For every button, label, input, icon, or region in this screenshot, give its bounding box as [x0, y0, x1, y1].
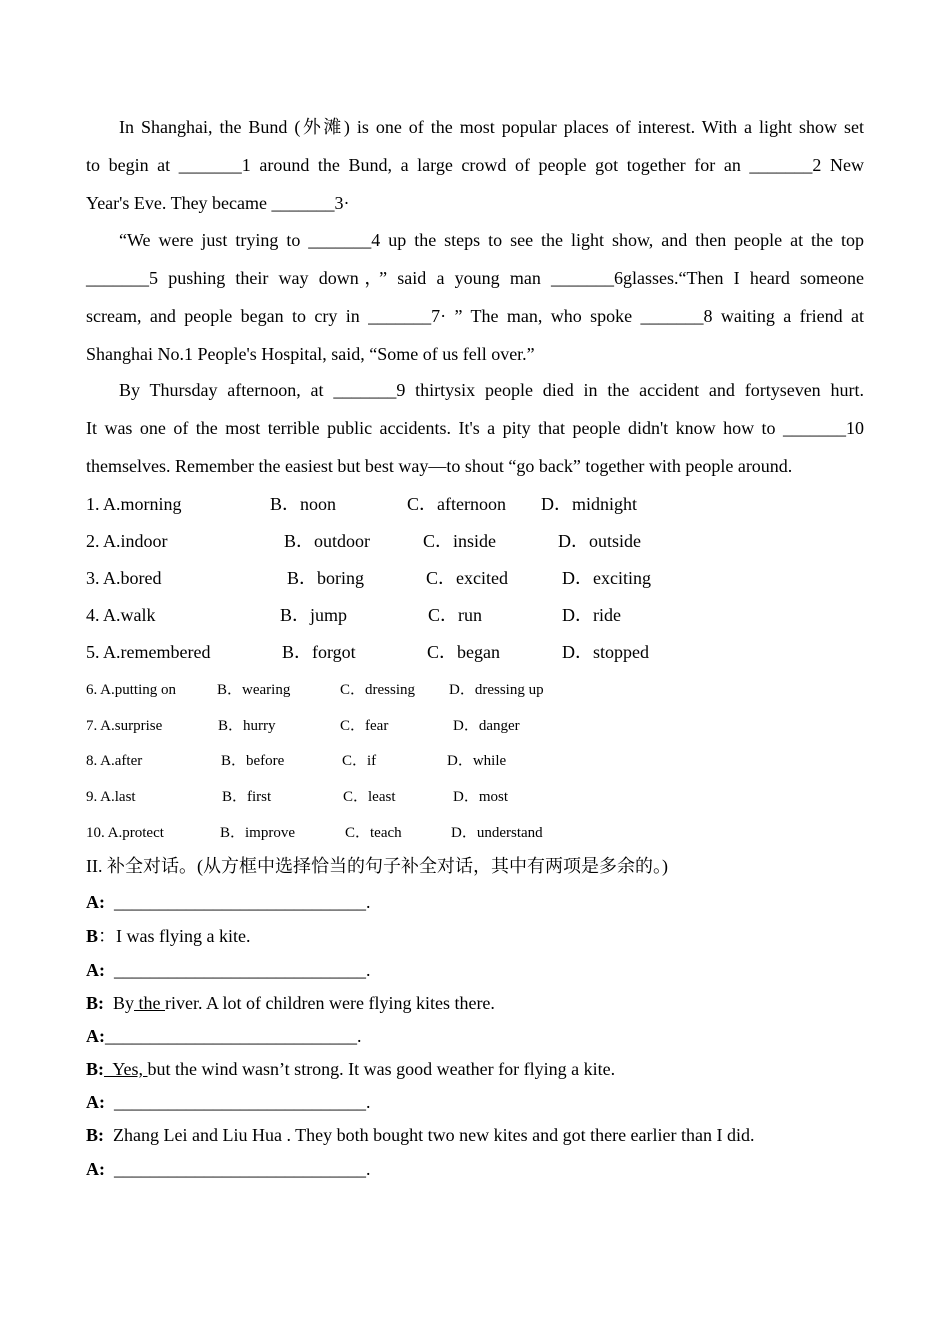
option-a: 1. A.morning — [86, 494, 182, 514]
option-a: 3. A.bored — [86, 568, 162, 588]
answer-blank[interactable]: ____________________________. — [114, 1092, 371, 1112]
speaker-label: A: — [86, 1159, 105, 1179]
option-b: B．forgot — [282, 642, 356, 662]
speaker-label: B — [86, 926, 99, 946]
answer-blank[interactable]: ____________________________. — [114, 960, 371, 980]
passage-line: In Shanghai, the Bund (外滩) is one of the most popular places of interest. With a light show set — [119, 117, 864, 137]
option-d: D．stopped — [562, 642, 649, 662]
answer-blank[interactable]: ____________________________. — [114, 892, 371, 912]
dialogue-line — [86, 1025, 362, 1047]
option-b: B．outdoor — [284, 531, 371, 551]
dialogue-text: By — [104, 993, 135, 1013]
speaker-label: A: — [86, 960, 105, 980]
option-d: D．ride — [562, 605, 621, 625]
passage-line: themselves. Remember the easiest but best way—to shout “go back” together with people around. — [86, 456, 793, 476]
speaker-label: B: — [86, 1125, 104, 1145]
speaker-label: A: — [86, 1092, 105, 1112]
passage-line: Shanghai No.1 People's Hospital, said, “Some of us fell over.” — [86, 344, 535, 364]
option-a: 6. A.putting on — [86, 682, 177, 698]
option-b: B．improve — [220, 825, 295, 841]
option-c: C．teach — [345, 825, 402, 841]
answer-blank[interactable]: ____________________________. — [105, 1026, 362, 1046]
passage-line: to begin at _______1 around the Bund, a large crowd of people got together for an _______2 New — [86, 155, 864, 175]
dialogue-line — [86, 992, 495, 1014]
option-c: C．afternoon — [407, 494, 506, 514]
option-b: B．wearing — [217, 682, 291, 698]
speaker-label: A: — [86, 892, 105, 912]
speaker-label: B: — [86, 993, 104, 1013]
underlined-answer: the — [134, 993, 166, 1013]
section-heading: II. 补全对话。(从方框中选择恰当的句子补全对话，其中有两项是多余的。) — [86, 856, 668, 876]
dialogue-text: river. A lot of children were flying kites there. — [165, 993, 495, 1013]
dialogue-text — [105, 1092, 114, 1112]
passage-line: “We were just trying to _______4 up the steps to see the light show, and then people at the top — [119, 230, 864, 250]
option-c: C．run — [428, 605, 482, 625]
option-a: 9. A.last — [86, 789, 136, 805]
option-b: B．first — [222, 789, 272, 805]
dialogue-line — [86, 891, 371, 913]
dialogue-text — [105, 892, 114, 912]
dialogue-line — [86, 1124, 755, 1146]
option-c: C．dressing — [340, 682, 416, 698]
passage-line: _______5 pushing their way down，” said a young man _______6glasses.“Then I heard someone — [86, 268, 864, 288]
option-d: D．exciting — [562, 568, 651, 588]
option-a: 2. A.indoor — [86, 531, 168, 551]
option-d: D．danger — [453, 718, 520, 734]
dialogue-line — [86, 1058, 615, 1080]
option-a: 10. A.protect — [86, 825, 164, 841]
option-c: C．fear — [340, 718, 389, 734]
underlined-answer: Yes, — [104, 1059, 148, 1079]
option-c: C．least — [343, 789, 396, 805]
dialogue-text — [105, 1159, 114, 1179]
option-c: C．if — [342, 753, 377, 769]
dialogue-line — [86, 925, 250, 947]
option-a: 4. A.walk — [86, 605, 156, 625]
option-d: D．dressing up — [449, 682, 544, 698]
option-a: 7. A.surprise — [86, 718, 163, 734]
option-a: 8. A.after — [86, 753, 143, 769]
dialogue-line — [86, 1091, 371, 1113]
option-b: B．jump — [280, 605, 348, 625]
option-c: C．began — [427, 642, 500, 662]
option-c: C．excited — [426, 568, 508, 588]
speaker-label: B: — [86, 1059, 104, 1079]
dialogue-line — [86, 1158, 371, 1180]
option-b: B．boring — [287, 568, 365, 588]
dialogue-text — [105, 960, 114, 980]
speaker-label: A: — [86, 1026, 105, 1046]
option-a: 5. A.remembered — [86, 642, 211, 662]
option-b: B．hurry — [218, 718, 276, 734]
option-d: D．while — [447, 753, 507, 769]
passage-line: By Thursday afternoon, at _______9 thirtysix people died in the accident and fortyseven hurt. — [119, 380, 864, 400]
passage-line: Year's Eve. They became _______3· — [86, 193, 350, 213]
dialogue-text: Zhang Lei and Liu Hua . They both bought two new kites and got there earlier than I did. — [104, 1125, 755, 1145]
option-c: C．inside — [423, 531, 497, 551]
dialogue-text: ：I was flying a kite. — [98, 926, 251, 946]
option-b: B．before — [221, 753, 285, 769]
passage-line: scream, and people began to cry in _______7· ” The man, who spoke _______8 waiting a friend at — [86, 306, 864, 326]
answer-blank[interactable]: ____________________________. — [114, 1159, 371, 1179]
option-d: D．midnight — [541, 494, 638, 514]
option-d: D．most — [453, 789, 509, 805]
dialogue-line — [86, 959, 371, 981]
option-b: B．noon — [270, 494, 337, 514]
option-d: D．outside — [558, 531, 641, 551]
dialogue-text: but the wind wasn’t strong. It was good weather for flying a kite. — [147, 1059, 616, 1079]
option-d: D．understand — [451, 825, 543, 841]
passage-line: It was one of the most terrible public accidents. It's a pity that people didn't know how to _______10 — [86, 418, 864, 438]
